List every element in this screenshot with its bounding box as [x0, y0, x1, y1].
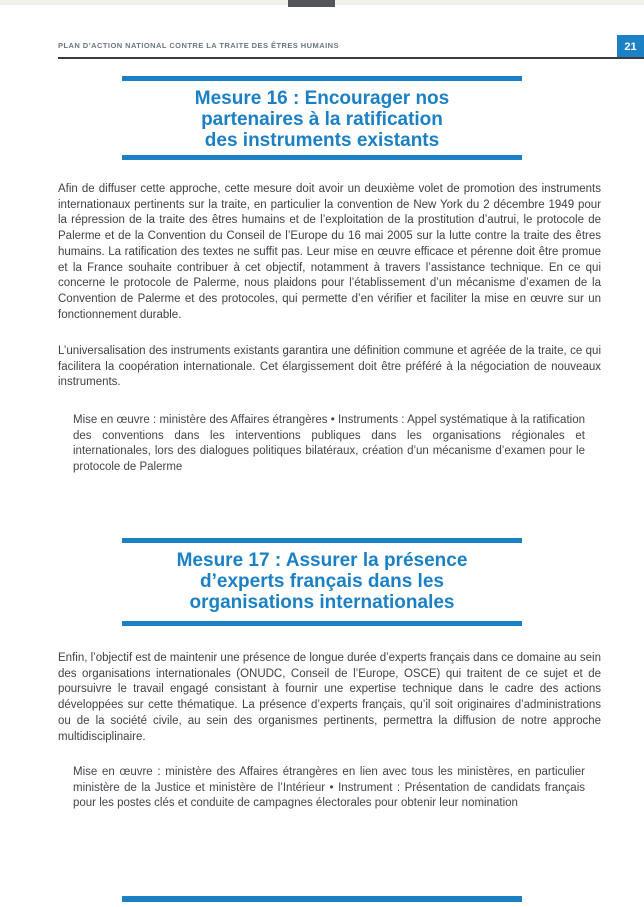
- section-heading: [102, 88, 542, 151]
- heading-rule-bottom: [122, 155, 522, 160]
- heading-line: Mesure 17 : Assurer la présence: [176, 550, 468, 571]
- running-title: PLAN D’ACTION NATIONAL CONTRE LA TRAITE DES ÊTRES HUMAINS: [58, 41, 339, 50]
- header-rule: [58, 57, 644, 59]
- footer-rule: [122, 896, 522, 902]
- body-paragraph: L’universalisation des instruments existants garantira une définition commune et agréée de la traite, ce qui facilitera la coopération internationale. Cet élargissement doit être préféré à la négociation de nouveaux instruments.: [58, 345, 601, 389]
- heading-rule-top: [122, 538, 522, 543]
- heading-line: d’experts français dans les: [200, 571, 444, 592]
- heading-line: des instruments existants: [204, 130, 440, 151]
- implementation-note: Mise en œuvre : ministère des Affaires étrangères • Instruments : Appel systématique à la ratification des conventions dans les interventions publiques dans les organisations régionales et internationales, lors des dialogues politiques bilatéraux, création d’un mécanisme d’examen pour le protocole de Palerme: [73, 414, 585, 474]
- top-handle: [288, 0, 335, 7]
- heading-rule-bottom: [122, 621, 522, 626]
- heading-line: partenaires à la ratification: [201, 109, 443, 130]
- heading-line: organisations internationales: [189, 592, 455, 613]
- section-heading: [102, 550, 542, 613]
- body-paragraph: Enfin, l’objectif est de maintenir une présence de longue durée d’experts français dans ce domaine au sein des organisations internationales (ONUDC, Conseil de l’Europe, OSCE) qui traitent de ce sujet et de poursuivre le travail engagé consistant à fournir une expertise technique dans le cadre des actions développées sur cette thématique. La présence d’experts français, qu’il soit originaires d’administrations ou de la société civile, au sein des organismes pertinents, permettra la diffusion de notre approche multidisciplinaire.: [58, 652, 601, 743]
- body-paragraph: Afin de diffuser cette approche, cette mesure doit avoir un deuxième volet de promotion des instruments internationaux pertinents sur la traite, en particulier la convention de New York du 2 décembre 1949 pour la répression de la traite des êtres humains et de l’exploitation de la prostitution d’autrui, le protocole de Palerme et de la Convention du Conseil de l’Europe du 16 mai 2005 sur la lutte contre la traite des êtres humains. La ratification des textes ne suffit pas. Leur mise en œuvre efficace et pérenne doit être promue et la France souhaite contribuer à cet objectif, notamment à travers l’assistance technique. En ce qui concerne le protocole de Palerme, nous plaidons pour l’établissement d’un mécanisme d’examen de la Convention de Palerme et des protocoles, qui permette d’en vérifier et faciliter la mise en œuvre sur un fonctionnement durable.: [58, 183, 601, 321]
- page-number-badge: 21: [617, 35, 644, 58]
- implementation-note: Mise en œuvre : ministère des Affaires étrangères en lien avec tous les ministères, en particulier ministère de la Justice et ministère de l’Intérieur • Instrument : Présentation de candidats français pour les postes clés et conduite de campagnes électorales pour obtenir leur nomination: [73, 766, 585, 810]
- heading-line: Mesure 16 : Encourager nos: [194, 88, 450, 109]
- heading-rule-top: [122, 76, 522, 81]
